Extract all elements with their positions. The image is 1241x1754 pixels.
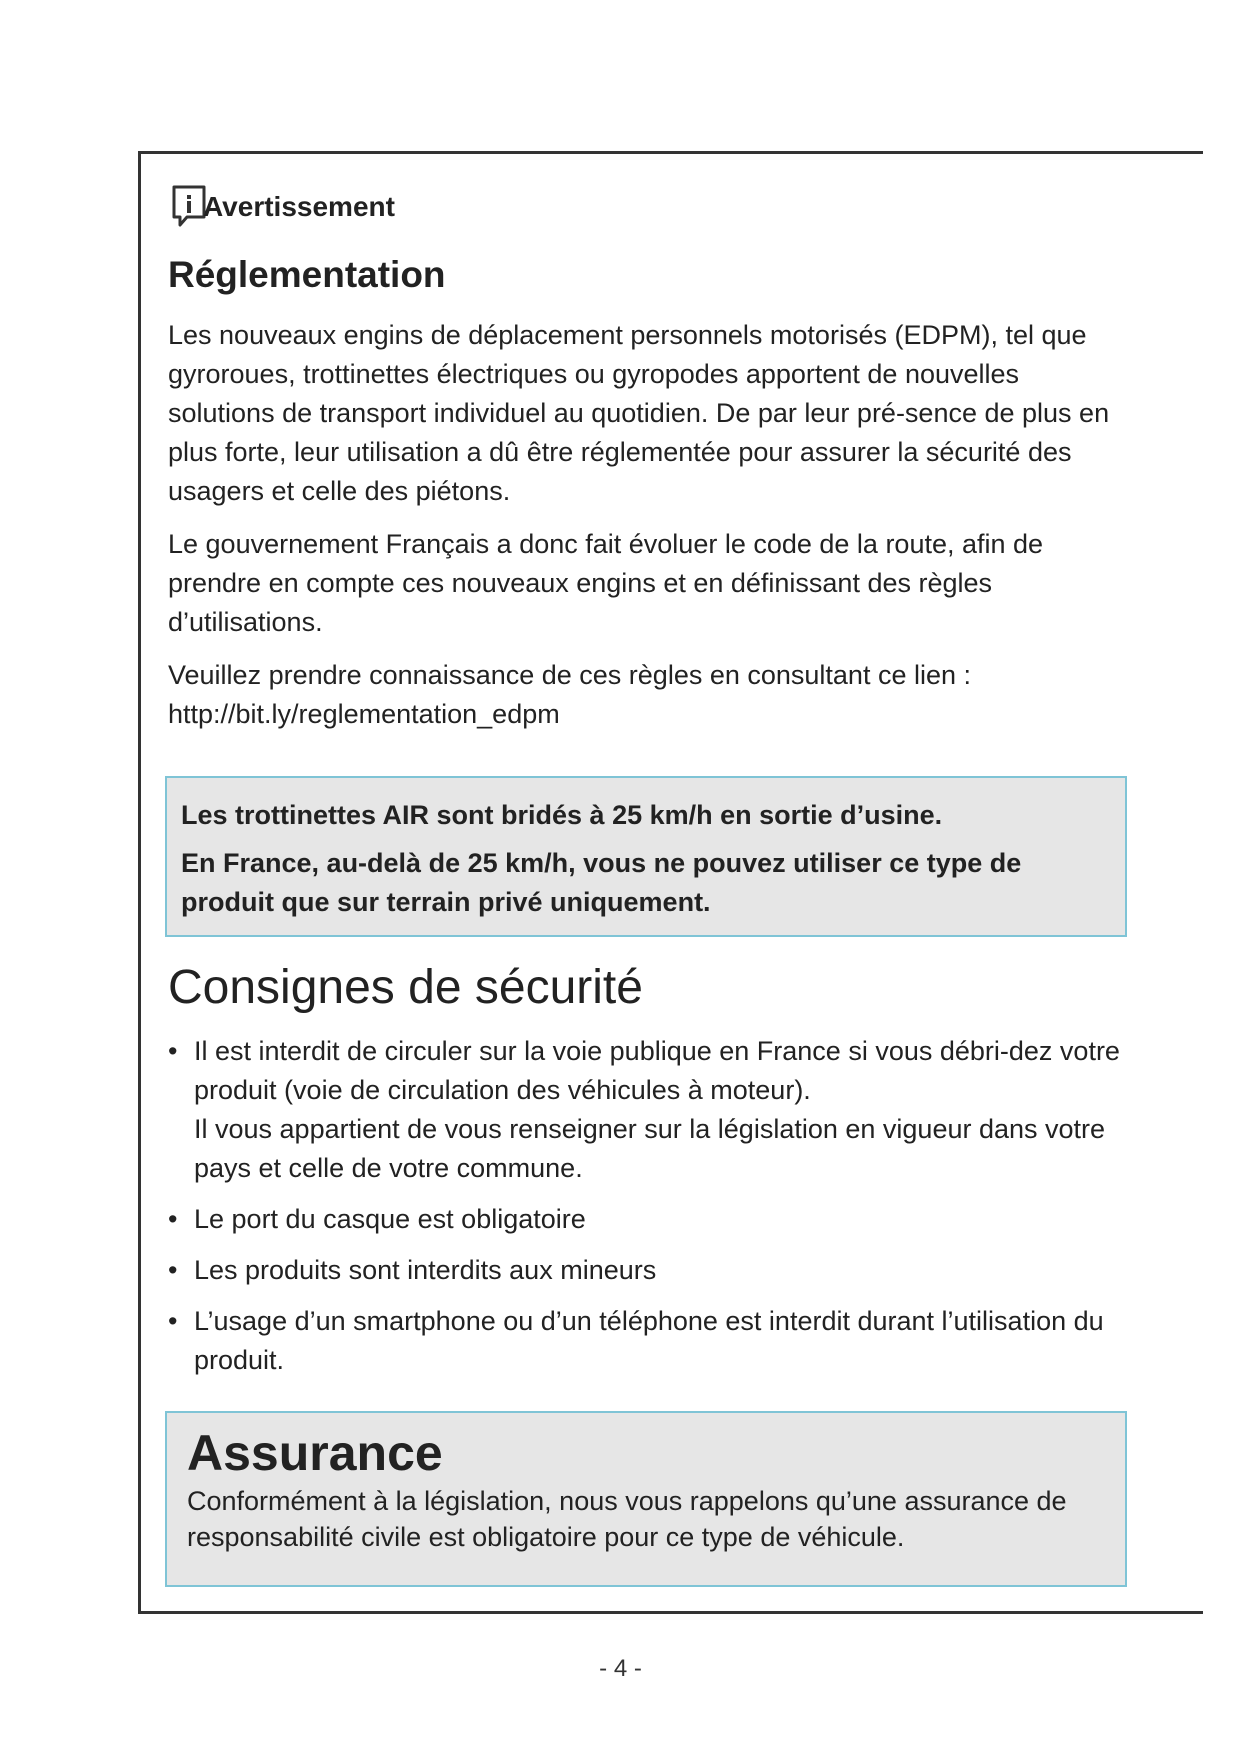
insurance-text: Conformément à la législation, nous vous rappelons qu’une assurance de responsabilité civile est obligatoire pour ce type de véhicule.	[187, 1486, 1067, 1552]
notice-label: Avertissement	[203, 191, 395, 222]
bullet: •	[168, 1036, 178, 1066]
regulation-title: Réglementation	[168, 254, 446, 295]
safety-item-text: L’usage d’un smartphone ou d’un téléphone est interdit durant l’utilisation du produit.	[194, 1306, 1104, 1375]
notice-header	[171, 184, 395, 230]
safety-item	[168, 1032, 1128, 1188]
safety-item-text: Il est interdit de circuler sur la voie publique en France si vous débri-dez votre produit (voie de circulation des véhicules à moteur).	[194, 1036, 1120, 1105]
safety-title: Consignes de sécurité	[168, 961, 643, 1014]
speed-limit-line-2: En France, au-delà de 25 km/h, vous ne pouvez utiliser ce type de produit que sur terrain privé uniquement.	[181, 848, 1022, 917]
regulation-paragraph-1: Les nouveaux engins de déplacement personnels motorisés (EDPM), tel que gyroroues, trottinettes électriques ou gyropodes apportent de nouvelles solutions de transport individuel au quotidien. De par leur pré-sence de plus en plus forte, leur utilisation a dû être réglementée pour assurer la sécurité des usagers et celle des piétons.	[168, 320, 1110, 506]
safety-item	[168, 1251, 1128, 1290]
speed-limit-line-1: Les trottinettes AIR sont bridés à 25 km/h en sortie d’usine.	[181, 800, 943, 830]
insurance-callout	[165, 1411, 1127, 1587]
safety-item-text: Il vous appartient de vous renseigner sur la législation en vigueur dans votre pays et celle de votre commune.	[194, 1114, 1106, 1183]
page-number: - 4 -	[599, 1655, 642, 1682]
safety-list	[168, 1032, 1128, 1392]
regulation-paragraph-3	[168, 656, 1128, 734]
speed-limit-callout	[165, 776, 1127, 937]
bullet: •	[168, 1204, 178, 1234]
safety-item	[168, 1302, 1128, 1380]
safety-item	[168, 1200, 1128, 1239]
safety-item-text: Les produits sont interdits aux mineurs	[194, 1255, 657, 1285]
insurance-title: Assurance	[187, 1425, 443, 1481]
bullet: •	[168, 1255, 178, 1285]
regulation-paragraph-2: Le gouvernement Français a donc fait évoluer le code de la route, afin de prendre en compte ces nouveaux engins et en définissant des règles d’utilisations.	[168, 529, 1044, 637]
bullet: •	[168, 1306, 178, 1336]
safety-item-text: Le port du casque est obligatoire	[194, 1204, 586, 1234]
regulation-link-intro: Veuillez prendre connaissance de ces règles en consultant ce lien :	[168, 660, 971, 690]
regulation-link[interactable]: http://bit.ly/reglementation_edpm	[168, 699, 560, 729]
